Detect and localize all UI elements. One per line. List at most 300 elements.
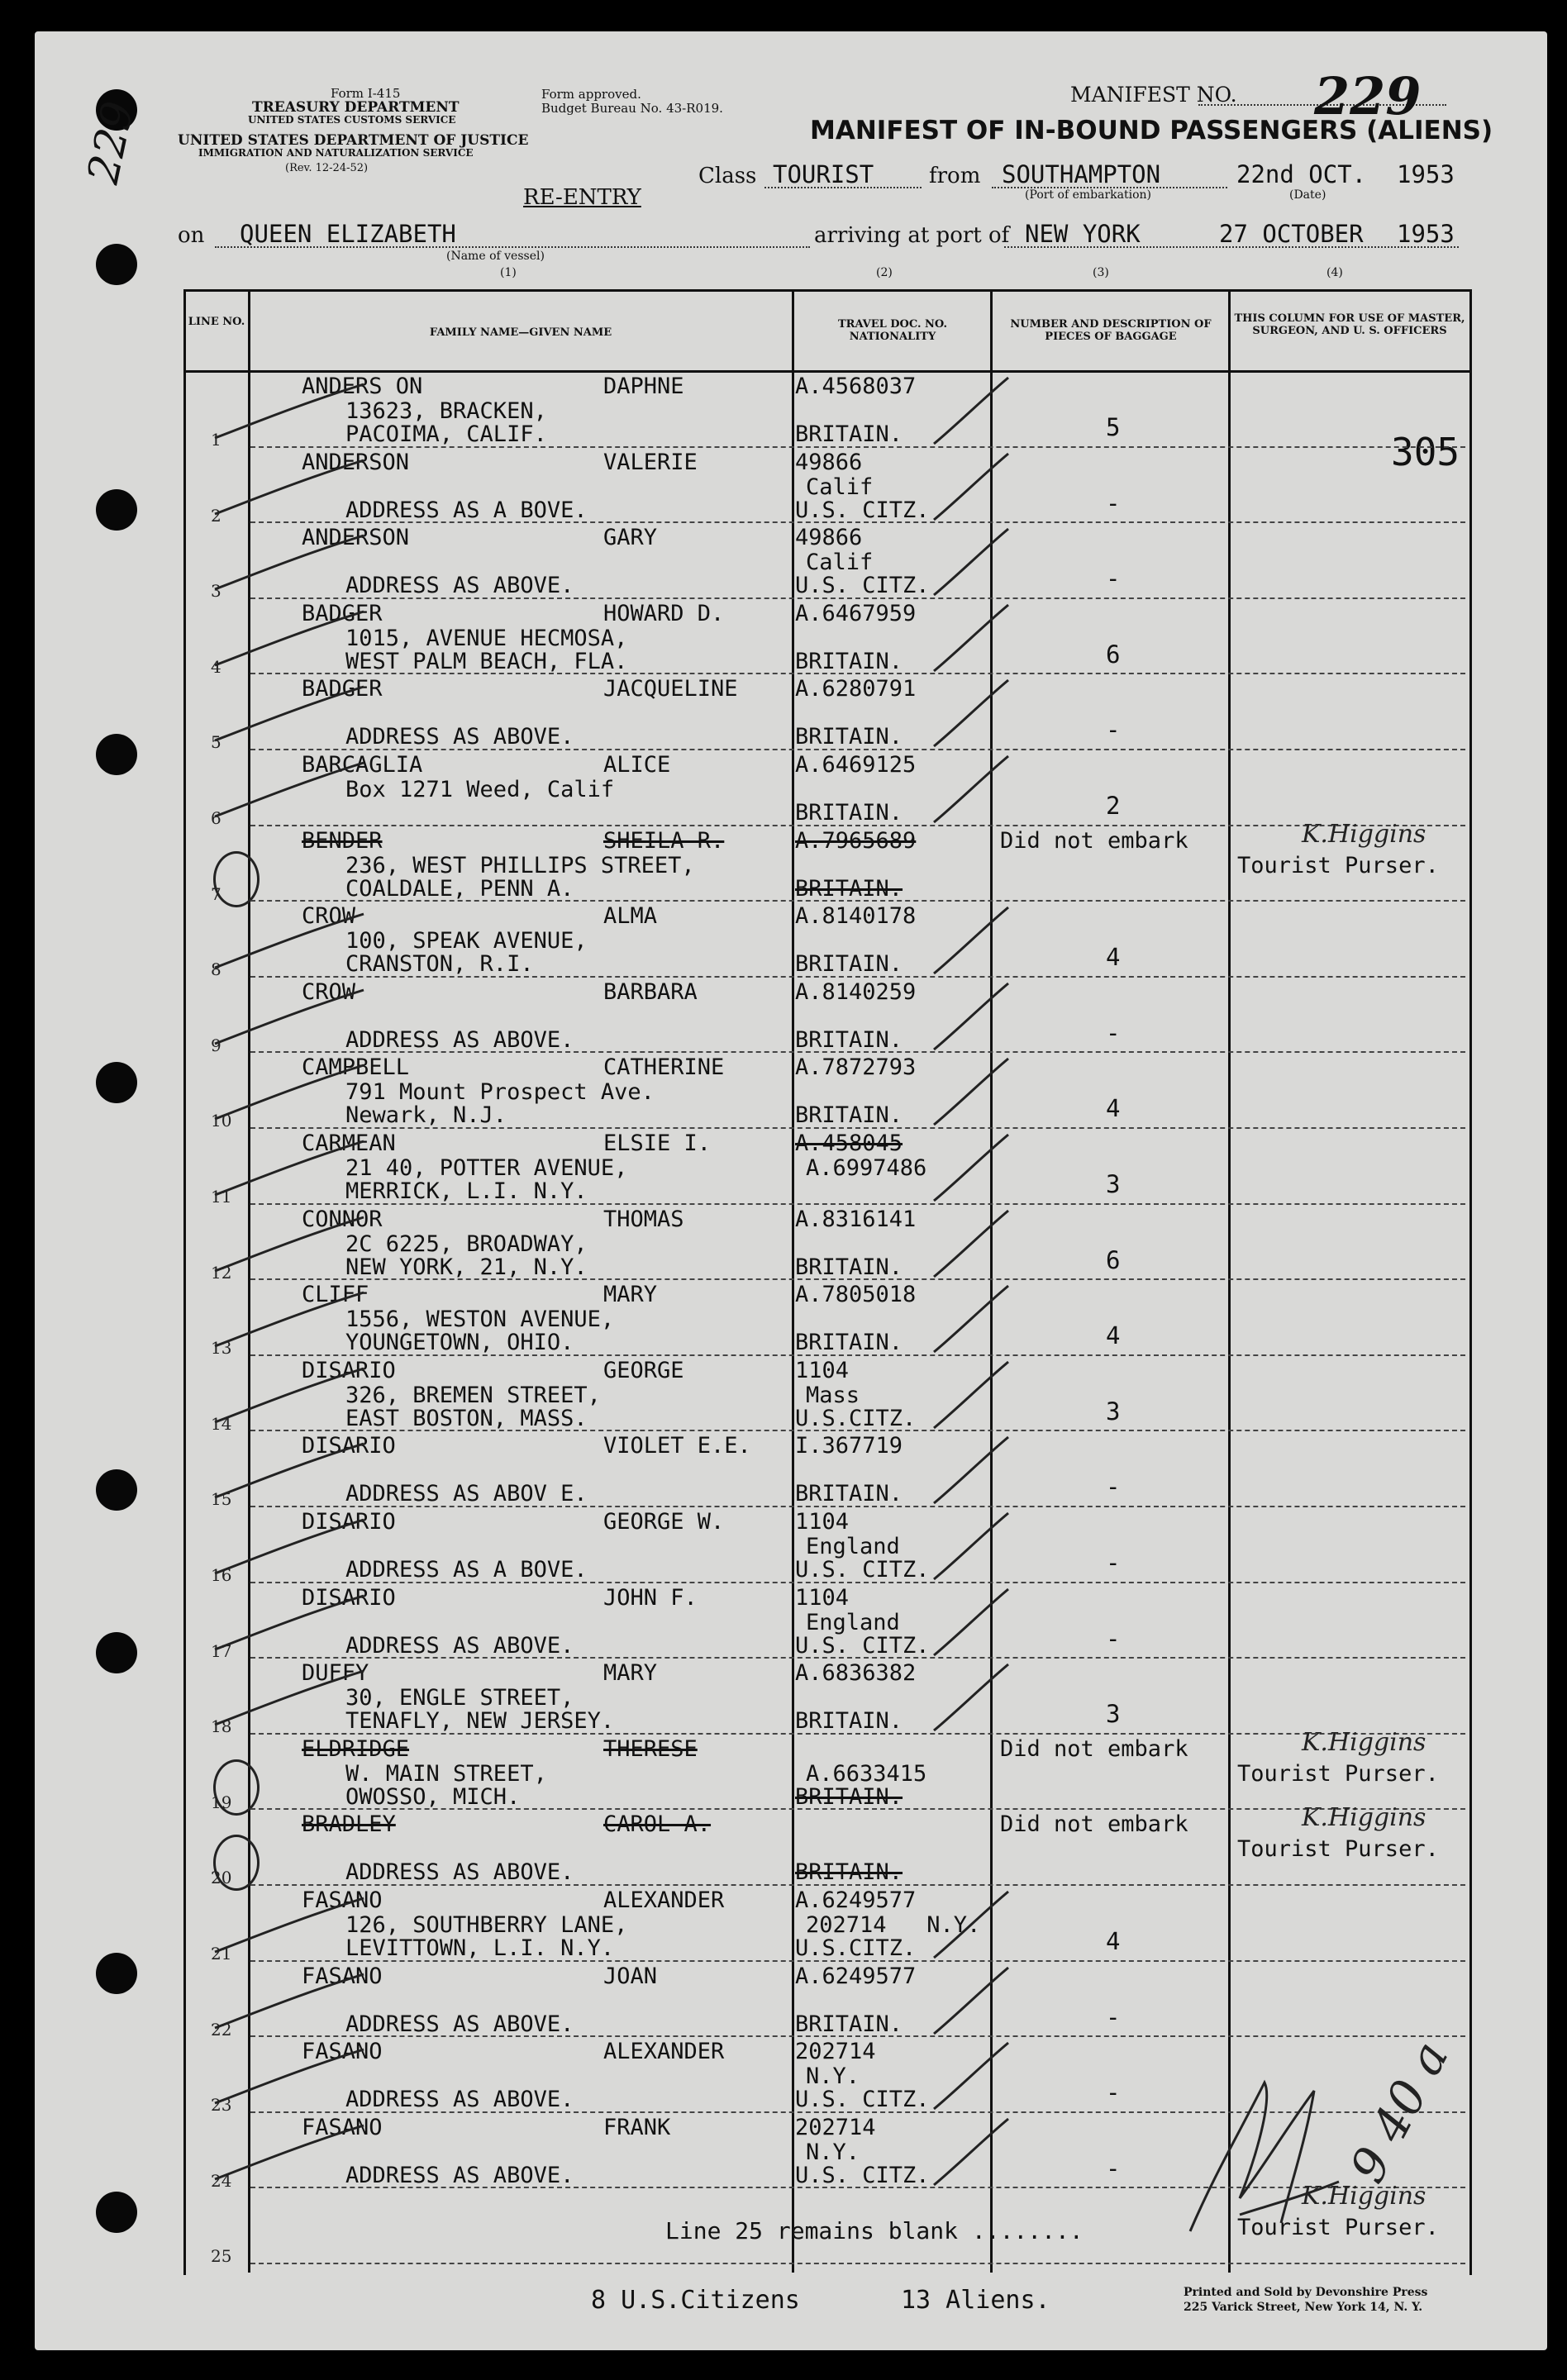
address-line-1: 791 Mount Prospect Ave. bbox=[345, 1079, 655, 1106]
line-number: 3 bbox=[211, 581, 221, 602]
check-mark-icon bbox=[926, 2115, 1017, 2189]
baggage-count: 6 bbox=[1106, 1245, 1121, 1274]
margin-number: 229 bbox=[79, 97, 145, 188]
vessel-name: QUEEN ELIZABETH bbox=[240, 220, 456, 248]
line-number: 8 bbox=[211, 959, 221, 980]
address-line-2: ADDRESS AS ABOVE. bbox=[345, 724, 574, 750]
row-separator bbox=[250, 446, 1465, 448]
table-row bbox=[0, 374, 1567, 450]
given-name: MARY bbox=[603, 1282, 658, 1308]
row-separator bbox=[250, 1733, 1465, 1735]
line-number: 14 bbox=[211, 1413, 232, 1434]
circled-line-mark bbox=[213, 1835, 260, 1891]
travel-doc-extra: Calif bbox=[806, 550, 874, 576]
baggage-count: 4 bbox=[1106, 1094, 1121, 1123]
given-name: DAPHNE bbox=[603, 374, 684, 399]
address-line-2: ADDRESS AS ABOVE. bbox=[345, 2087, 574, 2113]
line-number: 19 bbox=[211, 1792, 232, 1812]
row-separator bbox=[250, 1506, 1465, 1507]
table-row bbox=[0, 1660, 1567, 1736]
address-line-2: ADDRESS AS A BOVE. bbox=[345, 1557, 588, 1583]
baggage-count: - bbox=[1106, 488, 1121, 517]
citizens-count: 8 U.S.Citizens bbox=[591, 2286, 800, 2315]
address-line-2: COALDALE, PENN A. bbox=[345, 875, 574, 902]
table-row bbox=[0, 1054, 1567, 1130]
baggage-count: 5 bbox=[1106, 413, 1121, 441]
colnum-2: (2) bbox=[876, 266, 893, 279]
line-number: 15 bbox=[211, 1489, 232, 1510]
check-mark-icon bbox=[926, 1433, 1017, 1507]
address-line-2: ADDRESS AS A BOVE. bbox=[345, 497, 588, 523]
travel-doc: 49866 bbox=[795, 449, 863, 475]
family-name: DISARIO bbox=[302, 1357, 396, 1383]
table-row bbox=[0, 979, 1567, 1055]
family-name: DISARIO bbox=[302, 1433, 396, 1459]
purser-signature: K.Higgins bbox=[1302, 819, 1426, 849]
travel-doc: A.6249577 bbox=[795, 1963, 917, 1989]
address-line-2: ADDRESS AS ABOVE. bbox=[345, 2162, 574, 2188]
family-name: FASANO bbox=[302, 2039, 383, 2065]
given-name: SHEILA R. bbox=[603, 827, 725, 854]
nationality: BRITAIN. bbox=[795, 1330, 903, 1356]
given-name: MARY bbox=[603, 1660, 658, 1687]
table-row bbox=[0, 1727, 1567, 1812]
check-mark-icon bbox=[926, 1130, 1017, 1205]
address-line-1: 1556, WESTON AVENUE, bbox=[345, 1307, 615, 1333]
baggage-count: 4 bbox=[1106, 943, 1121, 972]
given-name: ALMA bbox=[603, 903, 658, 930]
travel-doc: A.8140178 bbox=[795, 903, 917, 930]
table-row bbox=[0, 1803, 1567, 1888]
vessel-caption: (Name of vessel) bbox=[446, 250, 545, 263]
travel-doc: A.458045 bbox=[795, 1130, 903, 1156]
check-mark-icon bbox=[926, 979, 1017, 1054]
line-number: 1 bbox=[211, 430, 221, 450]
given-name: JOAN bbox=[603, 1963, 658, 1989]
family-name: FASANO bbox=[302, 2114, 383, 2140]
nationality: BRITAIN. bbox=[795, 951, 903, 978]
nationality: U.S. CITZ. bbox=[795, 1632, 930, 1659]
nationality: U.S. CITZ. bbox=[795, 2162, 930, 2188]
baggage-count: - bbox=[1106, 1018, 1121, 1047]
table-row bbox=[0, 450, 1567, 526]
table-row bbox=[0, 601, 1567, 677]
check-mark-icon bbox=[926, 1660, 1017, 1735]
travel-doc-extra: Mass bbox=[806, 1382, 860, 1408]
arriving-label: arriving at port of bbox=[814, 223, 1010, 248]
travel-doc: 1104 bbox=[795, 1357, 850, 1383]
table-row bbox=[0, 1887, 1567, 1963]
given-name: ALICE bbox=[603, 752, 671, 778]
baggage-count: 3 bbox=[1106, 1397, 1121, 1426]
travel-doc-extra: A.6997486 bbox=[806, 1155, 927, 1181]
class-label: Class bbox=[698, 164, 757, 188]
vessel-line bbox=[215, 246, 810, 248]
travel-doc: A.7965689 bbox=[795, 827, 917, 854]
given-name: THOMAS bbox=[603, 1206, 684, 1232]
check-mark-icon bbox=[926, 752, 1017, 826]
family-name: CROW bbox=[302, 903, 356, 930]
family-name: BADGER bbox=[302, 676, 383, 702]
col-head-name: FAMILY NAME—GIVEN NAME bbox=[429, 326, 612, 339]
address-line-1: 326, BREMEN STREET, bbox=[345, 1382, 601, 1408]
given-name: ELSIE I. bbox=[603, 1130, 712, 1156]
purser-signature: K.Higgins bbox=[1302, 1803, 1426, 1833]
address-line-1: 100, SPEAK AVENUE, bbox=[345, 928, 588, 954]
table-row bbox=[0, 1509, 1567, 1585]
travel-doc: 49866 bbox=[795, 525, 863, 551]
table-row bbox=[0, 1433, 1567, 1509]
travel-doc: A.7872793 bbox=[795, 1054, 917, 1081]
baggage-count: - bbox=[1106, 1549, 1121, 1577]
circled-line-mark bbox=[213, 851, 260, 907]
nationality: U.S. CITZ. bbox=[795, 1557, 930, 1583]
baggage-count: 4 bbox=[1106, 1927, 1121, 1955]
address-line-2: Newark, N.J. bbox=[345, 1102, 507, 1129]
address-line-1: Box 1271 Weed, Calif bbox=[345, 777, 615, 802]
row-separator bbox=[250, 1960, 1465, 1962]
address-line-2: ADDRESS AS ABOVE. bbox=[345, 1859, 574, 1886]
row-separator bbox=[250, 976, 1465, 978]
table-row bbox=[0, 1358, 1567, 1434]
check-mark-icon bbox=[926, 1509, 1017, 1583]
given-name: JACQUELINE bbox=[603, 676, 738, 702]
address-line-2: YOUNGETOWN, OHIO. bbox=[345, 1330, 574, 1356]
check-mark-icon bbox=[926, 2039, 1017, 2113]
travel-doc: 1104 bbox=[795, 1584, 850, 1611]
printer-line-1: Printed and Sold by Devonshire Press bbox=[1184, 2286, 1428, 2299]
row-separator bbox=[250, 1430, 1465, 1431]
handwritten-margin-note: 9 40 a bbox=[1339, 2032, 1460, 2192]
baggage-count: 3 bbox=[1106, 1700, 1121, 1729]
table-row bbox=[0, 752, 1567, 828]
baggage-count: 3 bbox=[1106, 1170, 1121, 1198]
address-line-2: NEW YORK, 21, N.Y. bbox=[345, 1254, 588, 1280]
row-separator bbox=[250, 673, 1465, 674]
given-name: FRANK bbox=[603, 2114, 671, 2140]
address-line-1: W. MAIN STREET, bbox=[345, 1760, 547, 1787]
family-name: CARMEAN bbox=[302, 1130, 396, 1156]
family-name: BARCAGLIA bbox=[302, 752, 423, 778]
check-mark-icon bbox=[926, 374, 1017, 448]
baggage-count: - bbox=[1106, 564, 1121, 593]
nationality: BRITAIN. bbox=[795, 875, 903, 902]
family-name: FASANO bbox=[302, 1963, 383, 1989]
travel-doc: A.6467959 bbox=[795, 600, 917, 626]
line-number: 24 bbox=[211, 2170, 232, 2191]
line-number: 4 bbox=[211, 656, 221, 677]
nationality: BRITAIN. bbox=[795, 1254, 903, 1280]
family-name: BENDER bbox=[302, 827, 383, 854]
customs-label: UNITED STATES CUSTOMS SERVICE bbox=[248, 114, 456, 126]
arrival-date: 27 OCTOBER bbox=[1219, 220, 1364, 248]
travel-doc-extra: England bbox=[806, 1609, 900, 1635]
baggage-count: - bbox=[1106, 1473, 1121, 1502]
given-name: ALEXANDER bbox=[603, 1887, 725, 1913]
manifest-title: MANIFEST OF IN-BOUND PASSENGERS (ALIENS) bbox=[810, 116, 1493, 145]
line-number: 11 bbox=[211, 1187, 232, 1207]
travel-doc: A.7805018 bbox=[795, 1282, 917, 1308]
given-name: ALEXANDER bbox=[603, 2039, 725, 2065]
nationality: BRITAIN. bbox=[795, 1026, 903, 1053]
officer-note: Tourist Purser. bbox=[1237, 1836, 1439, 1863]
travel-doc: A.6469125 bbox=[795, 752, 917, 778]
from-label: from bbox=[929, 164, 981, 188]
line-number: 13 bbox=[211, 1338, 232, 1359]
nationality: BRITAIN. bbox=[795, 2011, 903, 2037]
address-line-2: TENAFLY, NEW JERSEY. bbox=[345, 1708, 615, 1735]
line-number: 9 bbox=[211, 1035, 221, 1055]
check-mark-icon bbox=[926, 1585, 1017, 1659]
officer-note: Tourist Purser. bbox=[1237, 2215, 1439, 2241]
nationality: BRITAIN. bbox=[795, 1783, 903, 1810]
table-row bbox=[0, 1207, 1567, 1283]
form-number: Form I-415 bbox=[331, 86, 401, 101]
treasury-label: TREASURY DEPARTMENT bbox=[252, 99, 460, 116]
arrival-year: 1953 bbox=[1397, 220, 1455, 248]
header-rule bbox=[183, 370, 1469, 373]
rev-label: (Rev. 12-24-52) bbox=[285, 162, 369, 174]
family-name: DISARIO bbox=[302, 1509, 396, 1535]
table-row bbox=[0, 819, 1567, 904]
line-number: 17 bbox=[211, 1640, 232, 1661]
address-line-2: EAST BOSTON, MASS. bbox=[345, 1405, 588, 1431]
nationality: BRITAIN. bbox=[795, 1708, 903, 1735]
given-name: CATHERINE bbox=[603, 1054, 725, 1081]
circled-line-mark bbox=[213, 1759, 260, 1816]
embark-note: Did not embark bbox=[1000, 1735, 1188, 1762]
aliens-count: 13 Aliens. bbox=[901, 2286, 1050, 2315]
baggage-count: - bbox=[1106, 2154, 1121, 2182]
given-name: BARBARA bbox=[603, 978, 698, 1005]
embark-note: Did not embark bbox=[1000, 1811, 1188, 1838]
line-number: 21 bbox=[211, 1944, 232, 1963]
travel-doc: A.6836382 bbox=[795, 1660, 917, 1687]
travel-doc-extra: N.Y. bbox=[806, 2139, 860, 2165]
table-row bbox=[0, 1130, 1567, 1207]
row-separator bbox=[250, 1278, 1465, 1280]
officer-note: Tourist Purser. bbox=[1237, 1760, 1439, 1787]
nationality: U.S. CITZ. bbox=[795, 2087, 930, 2113]
family-name: DISARIO bbox=[302, 1584, 396, 1611]
col-head-line: LINE NO. bbox=[188, 316, 245, 328]
family-name: CLIFF bbox=[302, 1282, 369, 1308]
justice-label: UNITED STATES DEPARTMENT OF JUSTICE bbox=[178, 132, 529, 149]
address-line-2: CRANSTON, R.I. bbox=[345, 951, 534, 978]
page-count-stamp: 305 bbox=[1391, 430, 1460, 474]
given-name: HOWARD D. bbox=[603, 600, 725, 626]
punch-hole bbox=[96, 244, 137, 285]
nationality: BRITAIN. bbox=[795, 648, 903, 674]
row-separator bbox=[250, 900, 1465, 902]
family-name: DUFFY bbox=[302, 1660, 369, 1687]
address-line-1: 2C 6225, BROADWAY, bbox=[345, 1230, 588, 1257]
line-number: 10 bbox=[211, 1111, 232, 1131]
colnum-1: (1) bbox=[500, 266, 517, 279]
address-line-1: 13623, BRACKEN, bbox=[345, 398, 547, 424]
table-row bbox=[0, 1282, 1567, 1358]
family-name: BRADLEY bbox=[302, 1811, 396, 1838]
table-row bbox=[0, 1963, 1567, 2040]
col-head-doc: TRAVEL DOC. NO. NATIONALITY bbox=[837, 318, 948, 343]
baggage-count: 4 bbox=[1106, 1321, 1121, 1350]
given-name: GARY bbox=[603, 525, 658, 551]
travel-doc: 1104 bbox=[795, 1509, 850, 1535]
col-head-baggage: NUMBER AND DESCRIPTION OF PIECES OF BAGGAGE bbox=[1010, 318, 1212, 343]
nationality: BRITAIN. bbox=[795, 800, 903, 826]
given-name: VALERIE bbox=[603, 449, 698, 475]
travel-doc-extra: N.Y. bbox=[806, 2063, 860, 2090]
nationality: U.S. CITZ. bbox=[795, 497, 930, 523]
family-name: BADGER bbox=[302, 600, 383, 626]
baggage-count: 2 bbox=[1106, 792, 1121, 820]
colnum-3: (3) bbox=[1093, 266, 1109, 279]
check-mark-icon bbox=[926, 525, 1017, 599]
manifest-no-label: MANIFEST NO. bbox=[1070, 83, 1237, 107]
line-number: 23 bbox=[211, 2095, 232, 2116]
row-separator bbox=[250, 749, 1465, 750]
table-row bbox=[0, 676, 1567, 752]
check-mark-icon bbox=[926, 1207, 1017, 1281]
baggage-count: - bbox=[1106, 716, 1121, 745]
arrival-port: NEW YORK bbox=[1025, 220, 1141, 248]
class-value: TOURIST bbox=[773, 160, 874, 188]
check-mark-icon bbox=[926, 1358, 1017, 1432]
address-line-2: ADDRESS AS ABOV E. bbox=[345, 1481, 588, 1507]
check-mark-icon bbox=[926, 903, 1017, 978]
address-line-2: LEVITTOWN, L.I. N.Y. bbox=[345, 1935, 615, 1961]
nationality: BRITAIN. bbox=[795, 724, 903, 750]
family-name: ANDERSON bbox=[302, 525, 410, 551]
travel-doc: A.6280791 bbox=[795, 676, 917, 702]
check-mark-icon bbox=[926, 1054, 1017, 1129]
manifest-no-value: 229 bbox=[1314, 66, 1422, 126]
printer-line-2: 225 Varick Street, New York 14, N. Y. bbox=[1184, 2301, 1423, 2314]
given-name: VIOLET E.E. bbox=[603, 1433, 751, 1459]
travel-doc: A.8316141 bbox=[795, 1206, 917, 1232]
colnum-4: (4) bbox=[1326, 266, 1343, 279]
line-number: 2 bbox=[211, 505, 221, 526]
address-line-2: ADDRESS AS ABOVE. bbox=[345, 2011, 574, 2037]
travel-doc: 202714 bbox=[795, 2039, 876, 2065]
row-separator bbox=[250, 2035, 1465, 2037]
address-line-2: OWOSSO, MICH. bbox=[345, 1783, 521, 1810]
check-mark-icon bbox=[926, 1963, 1017, 2038]
blank-line-note: Line 25 remains blank ........ bbox=[665, 2217, 1084, 2244]
line-number: 6 bbox=[211, 808, 221, 828]
baggage-count: - bbox=[1106, 1624, 1121, 1653]
address-line-1: 1015, AVENUE HECMOSA, bbox=[345, 625, 628, 651]
line-number: 22 bbox=[211, 2019, 232, 2040]
col-head-officers: THIS COLUMN FOR USE OF MASTER, SURGEON, AND U. S. OFFICERS bbox=[1234, 312, 1465, 337]
row-separator bbox=[250, 521, 1465, 523]
address-line-1: 236, WEST PHILLIPS STREET, bbox=[345, 852, 695, 878]
check-mark-icon bbox=[926, 601, 1017, 675]
travel-doc-extra: 202714 N.Y. bbox=[806, 1912, 981, 1938]
approved-label: Form approved. bbox=[541, 87, 641, 102]
row-separator bbox=[250, 2263, 1465, 2264]
given-name: GEORGE bbox=[603, 1357, 684, 1383]
address-line-2: ADDRESS AS ABOVE. bbox=[345, 573, 574, 599]
travel-doc-extra: A.6633415 bbox=[806, 1760, 927, 1787]
nationality: U.S. CITZ. bbox=[795, 573, 930, 599]
line-number: 12 bbox=[211, 1262, 232, 1283]
family-name: ANDERSON bbox=[302, 449, 410, 475]
address-line-2: ADDRESS AS ABOVE. bbox=[345, 1026, 574, 1053]
address-line-2: WEST PALM BEACH, FLA. bbox=[345, 648, 628, 674]
row-separator bbox=[250, 1051, 1465, 1053]
family-name: CROW bbox=[302, 978, 356, 1005]
family-name: ELDRIDGE bbox=[302, 1735, 410, 1762]
nationality: U.S.CITZ. bbox=[795, 1935, 917, 1961]
embark-date: 22nd OCT. bbox=[1236, 160, 1367, 188]
family-name: ANDERS ON bbox=[302, 374, 423, 399]
row-separator bbox=[250, 1354, 1465, 1356]
travel-doc: 202714 bbox=[795, 2114, 876, 2140]
nationality: BRITAIN. bbox=[795, 1102, 903, 1129]
on-label: on bbox=[178, 223, 205, 248]
purser-signature: K.Higgins bbox=[1302, 1727, 1426, 1757]
nationality: BRITAIN. bbox=[795, 1481, 903, 1507]
nationality: BRITAIN. bbox=[795, 421, 903, 447]
embark-caption: (Port of embarkation) bbox=[1025, 188, 1151, 202]
embark-year: 1953 bbox=[1397, 160, 1455, 188]
travel-doc-extra: England bbox=[806, 1534, 900, 1559]
line-number: 16 bbox=[211, 1565, 232, 1585]
embark-note: Did not embark bbox=[1000, 827, 1188, 854]
line-number: 18 bbox=[211, 1716, 232, 1737]
given-name: THERESE bbox=[603, 1735, 698, 1762]
family-name: CONNOR bbox=[302, 1206, 383, 1232]
check-mark-icon bbox=[926, 676, 1017, 750]
purser-signature: K.Higgins bbox=[1302, 2182, 1426, 2211]
address-line-2: ADDRESS AS ABOVE. bbox=[345, 1632, 574, 1659]
travel-doc: A.8140259 bbox=[795, 978, 917, 1005]
table-row bbox=[0, 903, 1567, 979]
embark-port: SOUTHAMPTON bbox=[1002, 160, 1161, 188]
officer-note: Tourist Purser. bbox=[1237, 852, 1439, 878]
travel-doc: A.4568037 bbox=[795, 374, 917, 399]
line-number: 20 bbox=[211, 1868, 232, 1888]
row-separator bbox=[250, 1127, 1465, 1129]
row-separator bbox=[250, 1582, 1465, 1583]
row-separator bbox=[250, 597, 1465, 599]
date-caption: (Date) bbox=[1289, 188, 1326, 202]
budget-label: Budget Bureau No. 43-R019. bbox=[541, 101, 723, 116]
row-separator bbox=[250, 1884, 1465, 1886]
travel-doc-extra: Calif bbox=[806, 474, 874, 500]
travel-doc: I.367719 bbox=[795, 1433, 903, 1459]
line-number: 7 bbox=[211, 883, 221, 904]
ins-label: IMMIGRATION AND NATURALIZATION SERVICE bbox=[198, 147, 474, 159]
given-name: GEORGE W. bbox=[603, 1509, 725, 1535]
check-mark-icon bbox=[926, 1282, 1017, 1356]
travel-doc: A.6249577 bbox=[795, 1887, 917, 1913]
family-name: FASANO bbox=[302, 1887, 383, 1913]
row-separator bbox=[250, 1203, 1465, 1205]
scribble-signature-icon bbox=[1141, 2049, 1355, 2248]
table-row bbox=[0, 1585, 1567, 1661]
row-separator bbox=[250, 1808, 1465, 1810]
class-line bbox=[764, 187, 922, 188]
line-number: 5 bbox=[211, 732, 221, 753]
baggage-count: 6 bbox=[1106, 640, 1121, 669]
address-line-1: 21 40, POTTER AVENUE, bbox=[345, 1155, 628, 1181]
family-name: CAMPBELL bbox=[302, 1054, 410, 1081]
address-line-1: 126, SOUTHBERRY LANE, bbox=[345, 1912, 628, 1938]
address-line-2: PACOIMA, CALIF. bbox=[345, 421, 547, 447]
line-number: 25 bbox=[211, 2246, 232, 2267]
